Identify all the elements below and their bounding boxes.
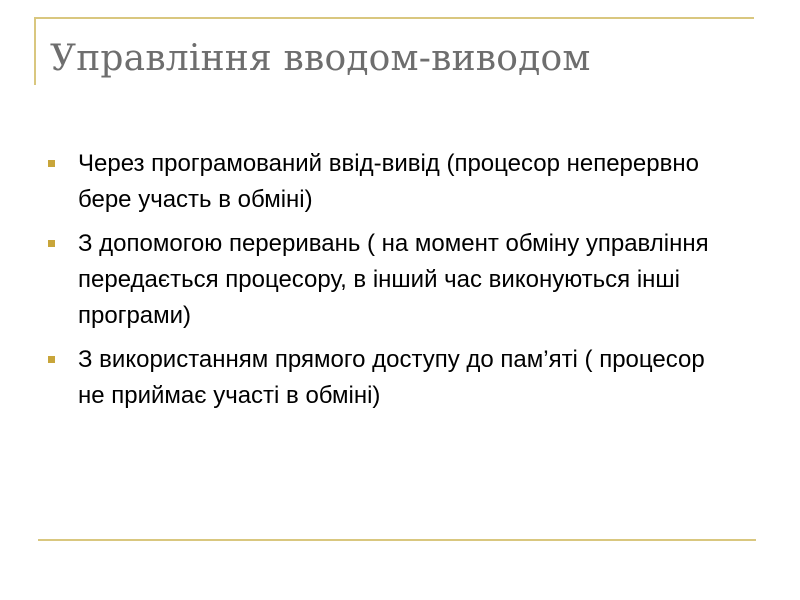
bottom-rule-line <box>38 539 756 541</box>
square-bullet-icon <box>48 160 55 167</box>
square-bullet-icon <box>48 356 55 363</box>
top-rule-line <box>34 17 754 19</box>
slide-title: Управління вводом-виводом <box>50 38 591 79</box>
bullet-text: З використанням прямого доступу до пам’яті ( процесор не приймає участі в обміні) <box>78 346 705 409</box>
bullet-text: Через програмований ввід-вивід (процесор неперервно бере участь в обміні) <box>78 150 699 213</box>
bullet-text: З допомогою переривань ( на момент обміну управління передається процесору, в інший час виконуються інші програми) <box>78 230 709 329</box>
bullet-item-dma <box>48 342 728 414</box>
square-bullet-icon <box>48 240 55 247</box>
bullet-list <box>48 146 728 422</box>
bullet-item-programmed-io <box>48 146 728 218</box>
bullet-item-interrupts <box>48 226 728 334</box>
left-rule-line <box>34 17 36 85</box>
